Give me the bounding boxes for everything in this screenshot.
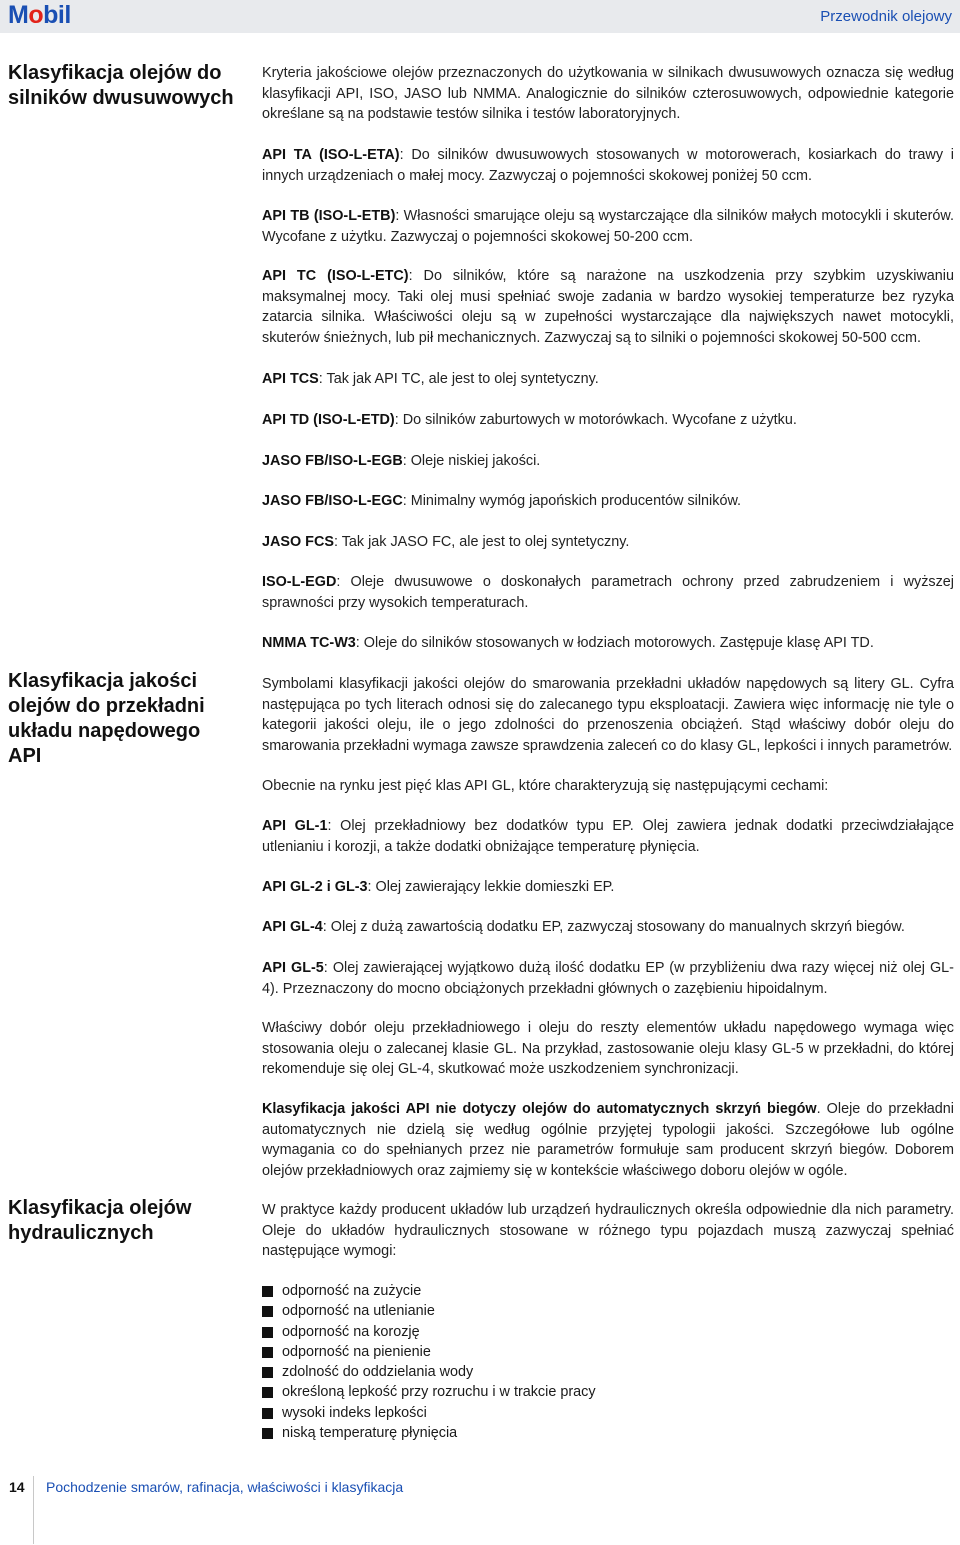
paragraph: W praktyce każdy producent układów lub urządzeń hydraulicznych określa odpowiednie dla nich parametry. Oleje do układów hydraulicznych stosowane w różnego typu pojazdach muszą zazwyczaj spełniać następujące wymogi: bbox=[262, 1202, 954, 1259]
header-bar bbox=[0, 0, 960, 33]
paragraph: API GL-1: Olej przekładniowy bez dodatków typu EP. Olej zawiera jednak dodatki przeciwdziałające utlenianiu i korozji, a także dodatki obniżające temperaturę płynięcia. bbox=[262, 818, 954, 855]
paragraph: JASO FB/ISO-L-EGB: Oleje niskiej jakości. bbox=[262, 453, 541, 469]
chapter-title: Pochodzenie smarów, rafinacja, właściwości i klasyfikacja bbox=[46, 1479, 404, 1495]
paragraph: Właściwy dobór oleju przekładniowego i oleju do reszty elementów układu napędowego wymaga więc stosowania oleju o zalecanej klasie GL. Na przykład, zastosowanie oleju klasy GL-5 w przekładni, do której rekomenduje się olej GL-4, skutkować może uszkodzeniem synchronizacji. bbox=[262, 1020, 954, 1077]
paragraph: Klasyfikacja jakości API nie dotyczy olejów do automatycznych skrzyń biegów. Oleje do przekładni automatycznych nie dzielą się według ogólnie przyjętej typologii jakości. Szczegółowe lub ogólne wymagania co do spełnianych przez nie parametrów formułuje sam producent skrzyń biegów. Doborem olejów przekładniowych oraz zajmiemy się w kontekście właściwego doboru olejów w ogóle. bbox=[262, 1101, 954, 1179]
paragraph: API TC (ISO-L-ETC): Do silników, które są narażone na uszkodzenia przy szybkim uzyskiwaniu maksymalnej mocy. Taki olej musi spełniać swoje zadania w bardzo wysokiej temperaturze bez ryzyka zatarcia silnika. Właściwości oleju są w zupełności wystarczające dla największych nawet motocykli, skuterów śnieżnych, lub pił mechanicznych. Zazwyczaj są to silniki o pojemności skokowej 50-500 ccm. bbox=[262, 268, 955, 346]
requirements-list bbox=[262, 1281, 596, 1443]
paragraph: JASO FCS: Tak jak JASO FC, ale jest to olej syntetyczny. bbox=[262, 534, 630, 550]
list-item: odporność na korozję bbox=[262, 1322, 596, 1342]
guide-title: Przewodnik olejowy bbox=[820, 8, 952, 25]
list-item: określoną lepkość przy rozruchu i w trakcie pracy bbox=[262, 1382, 596, 1402]
section-title-hydraulic: Klasyfikacja olejów hydraulicznych bbox=[8, 1197, 192, 1244]
paragraph: Kryteria jakościowe olejów przeznaczonych do użytkowania w silnikach dwusuwowych oznacza się według klasyfikacji API, ISO, JASO lub NMMA. Analogicznie do silników czterosuwowych, odpowiednie kategorie określane są na podstawie testów silnika i testów laboratoryjnych. bbox=[262, 65, 954, 122]
paragraph: Obecnie na rynku jest pięć klas API GL, które charakteryzują się następującymi cechami: bbox=[262, 778, 829, 794]
paragraph: ISO-L-EGD: Oleje dwusuwowe o doskonałych parametrach ochrony przed zabrudzeniem i wyższej sprawności przy wysokich temperaturach. bbox=[262, 574, 954, 611]
paragraph: API TB (ISO-L-ETB): Własności smarujące oleju są wystarczające dla silników małych motocykli i skuterów. Wycofane z użytku. Zazwyczaj o pojemności skokowej 50-200 ccm. bbox=[262, 208, 954, 245]
footer-divider bbox=[33, 1476, 34, 1544]
list-item: wysoki indeks lepkości bbox=[262, 1403, 596, 1423]
paragraph: API TA (ISO-L-ETA): Do silników dwusuwowych stosowanych w motorowerach, kosiarkach do trawy i innych urządzeniach o małej mocy. Zazwyczaj o pojemności skokowej poniżej 50 ccm. bbox=[262, 147, 954, 184]
paragraph: API TCS: Tak jak API TC, ale jest to olej syntetyczny. bbox=[262, 371, 599, 387]
paragraph: API GL-2 i GL-3: Olej zawierający lekkie domieszki EP. bbox=[262, 879, 615, 895]
paragraph: API TD (ISO-L-ETD): Do silników zaburtowych w motorówkach. Wycofane z użytku. bbox=[262, 412, 797, 428]
paragraph: NMMA TC-W3: Oleje do silników stosowanych w łodziach motorowych. Zastępuje klasę API TD. bbox=[262, 635, 874, 651]
paragraph: API GL-5: Olej zawierającej wyjątkowo dużą ilość dodatku EP (w przybliżeniu dwa razy więcej niż olej GL-4). Przeznaczony do mocno obciążonych przekładni głównych o zazębieniu hipoidalnym. bbox=[262, 960, 954, 997]
list-item: odporność na pienienie bbox=[262, 1342, 596, 1362]
paragraph: API GL-4: Olej z dużą zawartością dodatku EP, zazwyczaj stosowany do manualnych skrzyń biegów. bbox=[262, 919, 905, 935]
section-title-two-stroke: Klasyfikacja olejów do silników dwusuwowych bbox=[8, 62, 234, 109]
paragraph: JASO FB/ISO-L-EGC: Minimalny wymóg japońskich producentów silników. bbox=[262, 493, 742, 509]
mobil-logo: Mobil bbox=[8, 1, 71, 29]
section-title-gear: Klasyfikacja jakości olejów do przekładni układu napędowego API bbox=[8, 670, 205, 767]
page-number: 14 bbox=[9, 1479, 25, 1495]
list-item: niską temperaturę płynięcia bbox=[262, 1423, 596, 1443]
paragraph: Symbolami klasyfikacji jakości olejów do smarowania przekładni układów napędowych są litery GL. Cyfra następująca po tych literach odnosi się do zalecanego typu eksploatacji. Zawiera więc informację nie tyle o kategorii jakości oleju, ile o jego zdolności do przenoszenia obciążeń. Stąd właściwy dobór oleju do smarowania przekładni wymaga zawsze sprawdzenia zaleceń co do klasy GL, lepkości i innych parametrów. bbox=[262, 676, 954, 754]
list-item: odporność na utlenianie bbox=[262, 1301, 596, 1321]
list-item: zdolność do oddzielania wody bbox=[262, 1362, 596, 1382]
list-item: odporność na zużycie bbox=[262, 1281, 596, 1301]
